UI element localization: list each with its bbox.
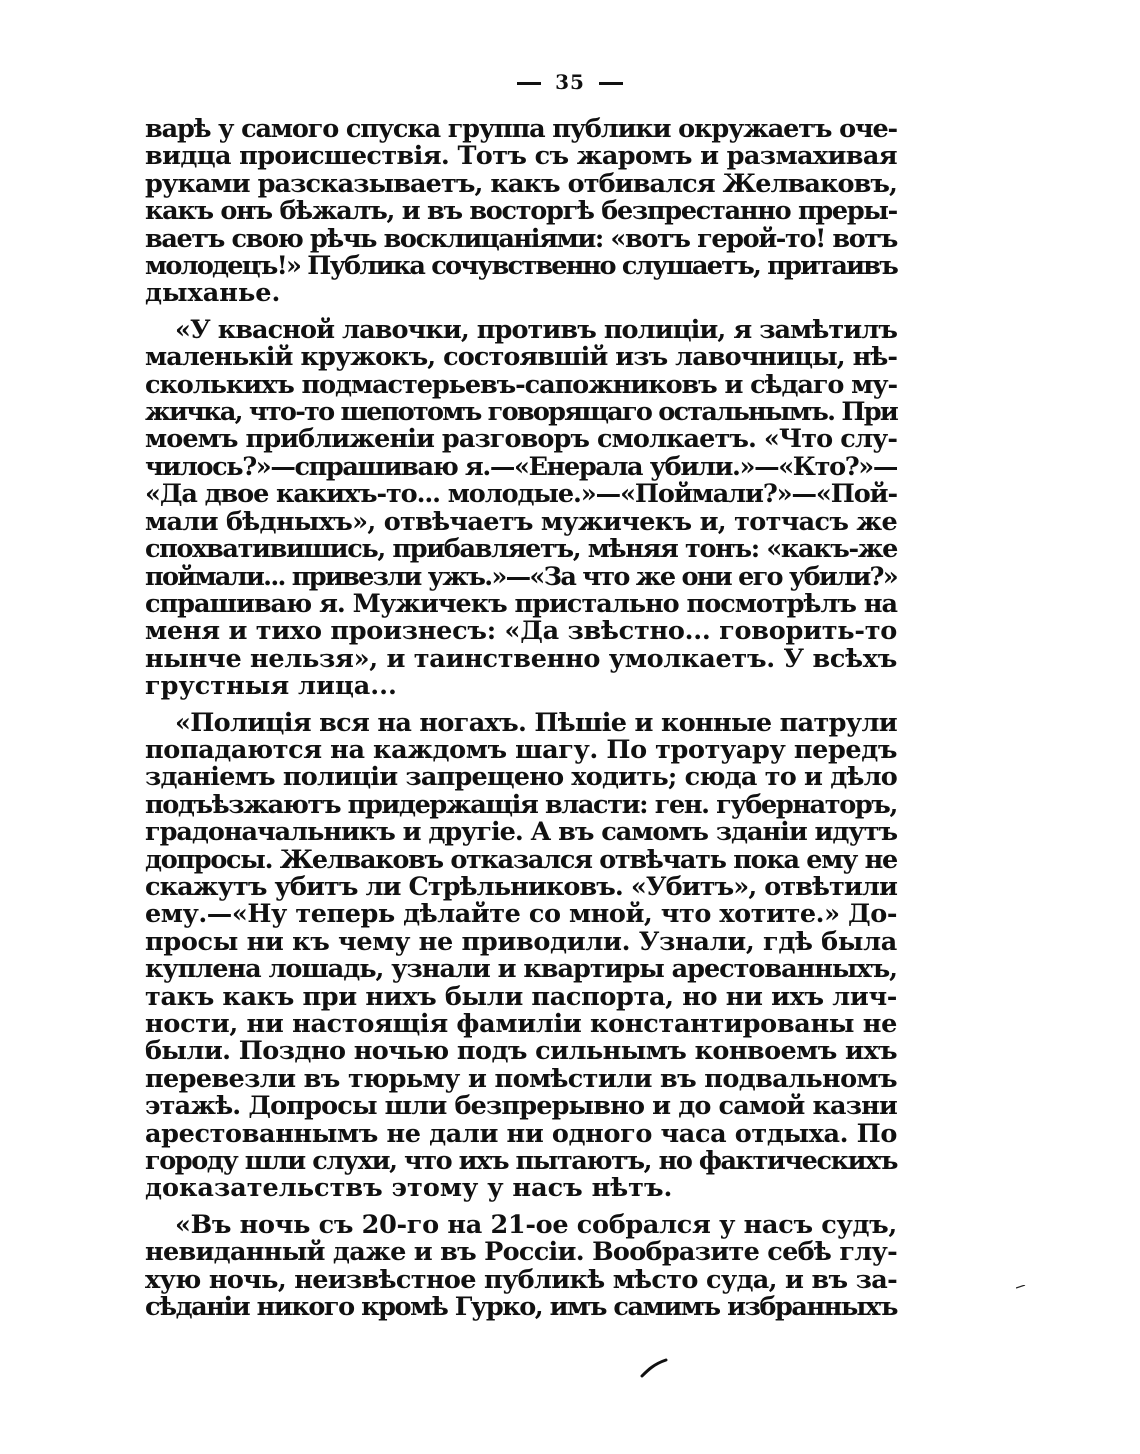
text-line: спрашиваю я. Мужичекъ пристально посмотрѣлъ на bbox=[145, 588, 897, 619]
text-line: ему.—«Ну теперь дѣлайте со мной, что хотите.» До- bbox=[145, 899, 897, 930]
text-line: жичка, что-то шепотомъ говорящаго остальнымъ. При bbox=[145, 397, 897, 428]
text-line: «Да двое какихъ-то... молодые.»—«Поймали?»—«Пой- bbox=[145, 479, 897, 510]
text-line: нынче нельзя», и таинственно умолкаетъ. У всѣхъ bbox=[145, 643, 897, 674]
text-line: какъ онъ бѣжалъ, и въ восторгѣ безпрестанно преры- bbox=[145, 196, 897, 227]
text-line: просы ни къ чему не приводили. Узнали, гдѣ была bbox=[145, 926, 897, 957]
text-line: градоначальникъ и другіе. А въ самомъ зданіи идутъ bbox=[145, 817, 897, 848]
text-line: спохвативишись, прибавляетъ, мѣняя тонъ: «какъ-же bbox=[145, 534, 897, 565]
text-line: молодецъ!» Публика сочувственно слушаетъ, притаивъ bbox=[145, 251, 897, 282]
text-line: доказательствъ этому у насъ нѣтъ. bbox=[145, 1173, 673, 1204]
page-number-value: 35 bbox=[555, 70, 585, 94]
dash-left bbox=[517, 82, 541, 85]
text-line: зданіемъ полиціи запрещено ходить; сюда то и дѣло bbox=[145, 762, 897, 793]
page-number bbox=[0, 70, 1140, 94]
text-line: грустныя лица... bbox=[145, 671, 397, 702]
text-line: попадаются на каждомъ шагу. По тротуару передъ bbox=[145, 734, 897, 765]
text-line: ваетъ свою рѣчь восклицаніями: «вотъ герой-то! вотъ bbox=[145, 223, 897, 254]
text-line: поймали... привезли ужъ.»—«За что же они его убили?» bbox=[145, 561, 897, 592]
text-line: «Полиція вся на ногахъ. Пѣшіе и конные патрули bbox=[175, 707, 897, 738]
text-line: арестованнымъ не дали ни одного часа отдыха. По bbox=[145, 1118, 897, 1149]
dash-right bbox=[599, 82, 623, 85]
body-text bbox=[145, 116, 897, 1321]
ink-speck-mark bbox=[1016, 1285, 1026, 1289]
text-line: невиданный даже и въ Россіи. Вообразите себѣ глу- bbox=[145, 1237, 897, 1268]
text-line: куплена лошадь, узнали и квартиры арестованныхъ, bbox=[145, 954, 897, 985]
text-line: меня и тихо произнесъ: «Да звѣстно... говорить-то bbox=[145, 616, 897, 647]
text-line: допросы. Желваковъ отказался отвѣчать пока ему не bbox=[145, 844, 897, 875]
text-line: скажутъ убитъ ли Стрѣльниковъ. «Убитъ», отвѣтили bbox=[145, 871, 897, 902]
text-line: сѣданіи никого кромѣ Гурко, имъ самимъ избранныхъ bbox=[145, 1292, 897, 1323]
text-line: ности, ни настоящія фамиліи константированы не bbox=[145, 1009, 897, 1039]
text-line: руками разсказываетъ, какъ отбивался Желваковъ, bbox=[145, 168, 897, 199]
text-line: такъ какъ при нихъ были паспорта, но ни ихъ лич- bbox=[145, 981, 897, 1012]
paragraph-4 bbox=[145, 1209, 897, 1323]
text-line: «У квасной лавочки, противъ полиціи, я замѣтилъ bbox=[175, 314, 897, 345]
text-line: были. Поздно ночью подъ сильнымъ конвоемъ ихъ bbox=[145, 1036, 898, 1067]
text-line: маленькій кружокъ, состоявшій изъ лавочницы, нѣ- bbox=[145, 342, 897, 373]
text-line: моемъ приближеніи разговоръ смолкаетъ. «Что слу- bbox=[145, 424, 897, 455]
text-line: мали бѣдныхъ», отвѣчаетъ мужичекъ и, тотчасъ же bbox=[145, 506, 897, 537]
paragraph-3 bbox=[145, 707, 898, 1204]
text-line: чилось?»—спрашиваю я.—«Енерала убили.»—«Кто?»— bbox=[145, 451, 897, 482]
text-line: подъѣзжаютъ придержащія власти: ген. губернаторъ, bbox=[145, 789, 897, 820]
text-line: этажѣ. Допросы шли безпрерывно и до самой казни bbox=[145, 1091, 897, 1122]
text-line: сколькихъ подмастерьевъ-сапожниковъ и сѣдаго му- bbox=[145, 369, 897, 400]
text-line: видца происшествія. Тотъ съ жаромъ и размахивая bbox=[145, 141, 898, 172]
text-line: городу шли слухи, что ихъ пытаютъ, но фактическихъ bbox=[145, 1146, 897, 1177]
text-line: хую ночь, неизвѣстное публикѣ мѣсто суда, и въ за- bbox=[145, 1264, 897, 1295]
text-line: дыханье. bbox=[145, 278, 281, 309]
paragraph-1 bbox=[145, 116, 897, 308]
text-line: «Въ ночь съ 20-го на 21-ое собрался у насъ судъ, bbox=[175, 1209, 897, 1240]
paragraph-2 bbox=[145, 314, 897, 702]
text-line: перевезли въ тюрьму и помѣстили въ подвальномъ bbox=[145, 1063, 897, 1094]
text-line: варѣ у самого спуска группа публики окружаетъ оче- bbox=[145, 114, 897, 144]
ink-smudge-mark bbox=[640, 1356, 668, 1378]
